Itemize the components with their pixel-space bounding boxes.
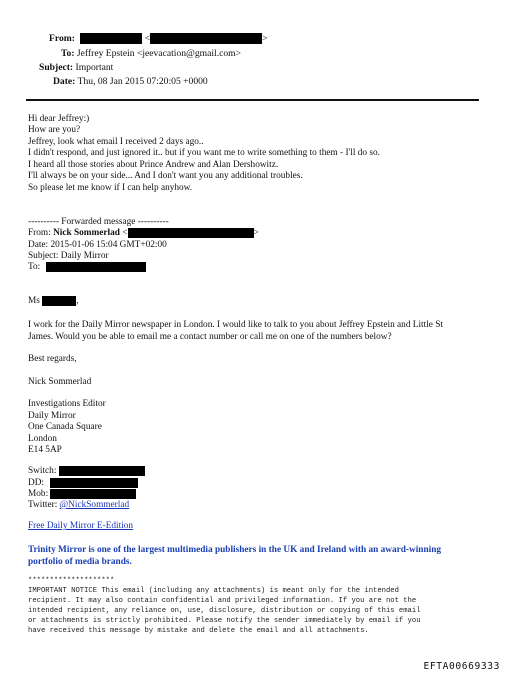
body-line: Jeffrey, look what email I received 2 days ago.. xyxy=(28,137,204,147)
notice-stars: ******************** xyxy=(28,577,115,585)
redaction-bar xyxy=(50,489,136,499)
forward-date: Date: 2015-01-06 15:04 GMT+02:00 xyxy=(28,240,167,250)
body-line: I'll always be on your side... And I don't want you any additional troubles. xyxy=(28,171,303,181)
redaction-bar xyxy=(80,33,142,44)
redaction-bar xyxy=(128,228,254,238)
body-line: How are you? xyxy=(28,125,81,135)
letter-line: I work for the Daily Mirror newspaper in London. I would like to talk to you about Jeffrey Epstein and Little St xyxy=(28,320,444,330)
address-line: London xyxy=(28,434,57,444)
mob-label: Mob: xyxy=(28,489,49,500)
to-value: Jeffrey Epstein <jeevacation@gmail.com> xyxy=(76,48,242,59)
forward-to-label: To: xyxy=(28,262,41,273)
redaction-bar xyxy=(50,478,138,488)
from-gt: > xyxy=(262,33,268,44)
to-label: To: xyxy=(61,48,75,59)
body-line: Hi dear Jeffrey:) xyxy=(28,114,90,124)
trinity-line: Trinity Mirror is one of the largest multimedia publishers in the UK and Ireland with an award-winning xyxy=(28,545,442,555)
redaction-bar xyxy=(42,296,79,307)
subject-value: Important xyxy=(75,62,114,73)
forward-divider: ---------- Forwarded message ---------- xyxy=(28,217,169,227)
dd-row xyxy=(28,478,138,490)
forward-from-name: Nick Sommerlad xyxy=(53,228,120,239)
edition-link[interactable]: Free Daily Mirror E-Edition xyxy=(28,521,134,531)
document-id: EFTA00669333 xyxy=(423,661,500,672)
header-divider xyxy=(26,99,479,101)
forward-from-row xyxy=(28,228,259,240)
forward-subject: Subject: Daily Mirror xyxy=(28,251,109,261)
notice-line: or attachments is strictly prohibited. Please notify the sender immediately by email if you xyxy=(28,617,421,625)
address-line: Daily Mirror xyxy=(28,411,76,421)
date-label: Date: xyxy=(53,76,76,87)
signature-name: Nick Sommerlad xyxy=(28,377,92,387)
address-line: E14 5AP xyxy=(28,445,62,455)
subject-row xyxy=(39,62,113,73)
forward-from-label: From: xyxy=(28,228,51,239)
regards: Best regards, xyxy=(28,354,77,364)
dd-label: DD: xyxy=(28,478,45,489)
from-label: From: xyxy=(49,33,75,44)
to-row xyxy=(61,48,241,59)
notice-line: recipient. It may also contain confidential and privileged information. If you are not the xyxy=(28,597,417,605)
body-line: So please let me know if I can help anyhow. xyxy=(28,183,193,193)
body-line: I heard all those stories about Prince Andrew and Alan Dershowitz. xyxy=(28,160,279,170)
from-row xyxy=(49,33,268,44)
redaction-bar xyxy=(59,466,145,476)
date-value: Thu, 08 Jan 2015 07:20:05 +0000 xyxy=(77,76,208,87)
date-row xyxy=(53,76,208,87)
forward-to-row xyxy=(28,262,146,274)
redaction-bar xyxy=(150,33,262,44)
trinity-line: portfolio of media brands. xyxy=(28,557,132,567)
twitter-link[interactable]: @NickSommerlad xyxy=(59,500,130,510)
body-line: I didn't respond, and just ignored it.. but if you want me to write something to them - I'll do so. xyxy=(28,148,380,158)
forward-gt: > xyxy=(253,228,259,239)
salutation-comma: , xyxy=(76,296,79,307)
salutation-row xyxy=(28,296,79,308)
mob-row xyxy=(28,489,136,501)
twitter-row xyxy=(28,500,129,512)
subject-label: Subject: xyxy=(39,62,74,73)
twitter-label: Twitter: xyxy=(28,500,60,510)
switch-row xyxy=(28,466,145,478)
from-lt: < xyxy=(144,33,151,44)
address-line: One Canada Square xyxy=(28,422,102,432)
salutation: Ms xyxy=(28,296,40,307)
switch-label: Switch: xyxy=(28,466,57,477)
notice-line: IMPORTANT NOTICE This email (including any attachments) is meant only for the intended xyxy=(28,587,399,595)
address-line: Investigations Editor xyxy=(28,399,106,409)
notice-line: intended recipient, any reliance on, use, disclosure, distribution or copying of this email xyxy=(28,607,421,615)
letter-line: James. Would you be able to email me a contact number or call me on one of the numbers below? xyxy=(28,332,392,342)
redaction-bar xyxy=(46,262,146,272)
notice-line: have received this message by mistake and delete the email and all attachments. xyxy=(28,627,369,635)
forward-lt: < xyxy=(122,228,128,239)
